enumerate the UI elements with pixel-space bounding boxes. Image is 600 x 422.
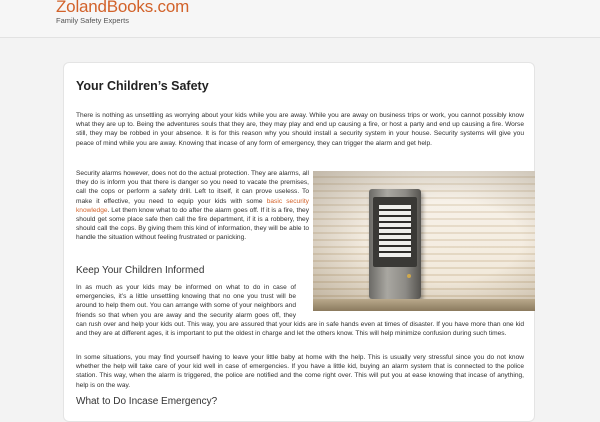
- para2-text-after: . Let them know what to do after the alarm goes off. If it is a fire, they should get some place safe then call the fire department, if it is a robbery, they should call the cops. By giving them this kind of information, they will be able to handle the situation without feeling frustrated or panicking.: [76, 206, 309, 242]
- babysitter-paragraph: In some situations, you may find yourself having to leave your little baby at home with the help. This is usually very stressful since you do not know whether the help will take care of your kid well in case of emergencies. If you have a little kid, buying an alarm system that is connected to the police station. This way, when the alarm is triggered, the police are notified and the come right over. This will put you at ease knowing that incase of anything, help is on the way.: [76, 354, 524, 389]
- para2-text-before: Security alarms however, does not do the actual protection. They are alarms, all they do is inform you that there is danger so you need to vacate the premises, call the cops or perform a safety drill. Left to itself, it can prove useless. To make it effective, you need to equip your kids with some: [76, 170, 309, 205]
- heading-keep-informed: Keep Your Children Informed: [76, 265, 205, 276]
- article-card: [63, 62, 535, 422]
- security-alarms-paragraph: [76, 169, 309, 243]
- image-float-spacer: [296, 283, 524, 311]
- site-tagline: Family Safety Experts: [56, 16, 129, 25]
- heading-emergency: What to Do Incase Emergency?: [76, 396, 218, 407]
- informed-paragraph-text: In as much as your kids may be informed on what to do in case of emergencies, it’s a little unsettling knowing that no one you trust will be around to help them out. You can arrange with some of your neighbors and friends so that when you are away and the security alarm goes off, they can rush over and help your kids out. This way, you are assured that your kids are in safe hands even at times of disaster. If you have more than one kid and they are at different ages, it is important to put the oldest in charge and let the others know. This will help minimize confusion during such times.: [76, 284, 524, 338]
- post-title: Your Children’s Safety: [76, 79, 209, 93]
- speaker-grille: [379, 205, 411, 257]
- site-title-link[interactable]: ZolandBooks.com: [56, 0, 190, 16]
- intro-paragraph: There is nothing as unsettling as worrying about your kids while you are away. While you are away on business trips or work, you cannot possibly know what they are up to. Being the adventures souls that they are, they may play and end up causing a fire, or host a party and end up causing a fire. Worse still, they may be robbed in your absence. It is for this reason why you should install a security system in your house. Security systems will give you peace of mind while you are away. Knowing that incase of any form of emergency, they can trigger the alarm and get help.: [76, 112, 524, 147]
- informed-paragraph: [76, 283, 524, 338]
- site-header: [0, 0, 600, 38]
- intercom-indicator: [407, 274, 411, 278]
- basic-security-knowledge-link[interactable]: basic security knowledge: [76, 197, 309, 214]
